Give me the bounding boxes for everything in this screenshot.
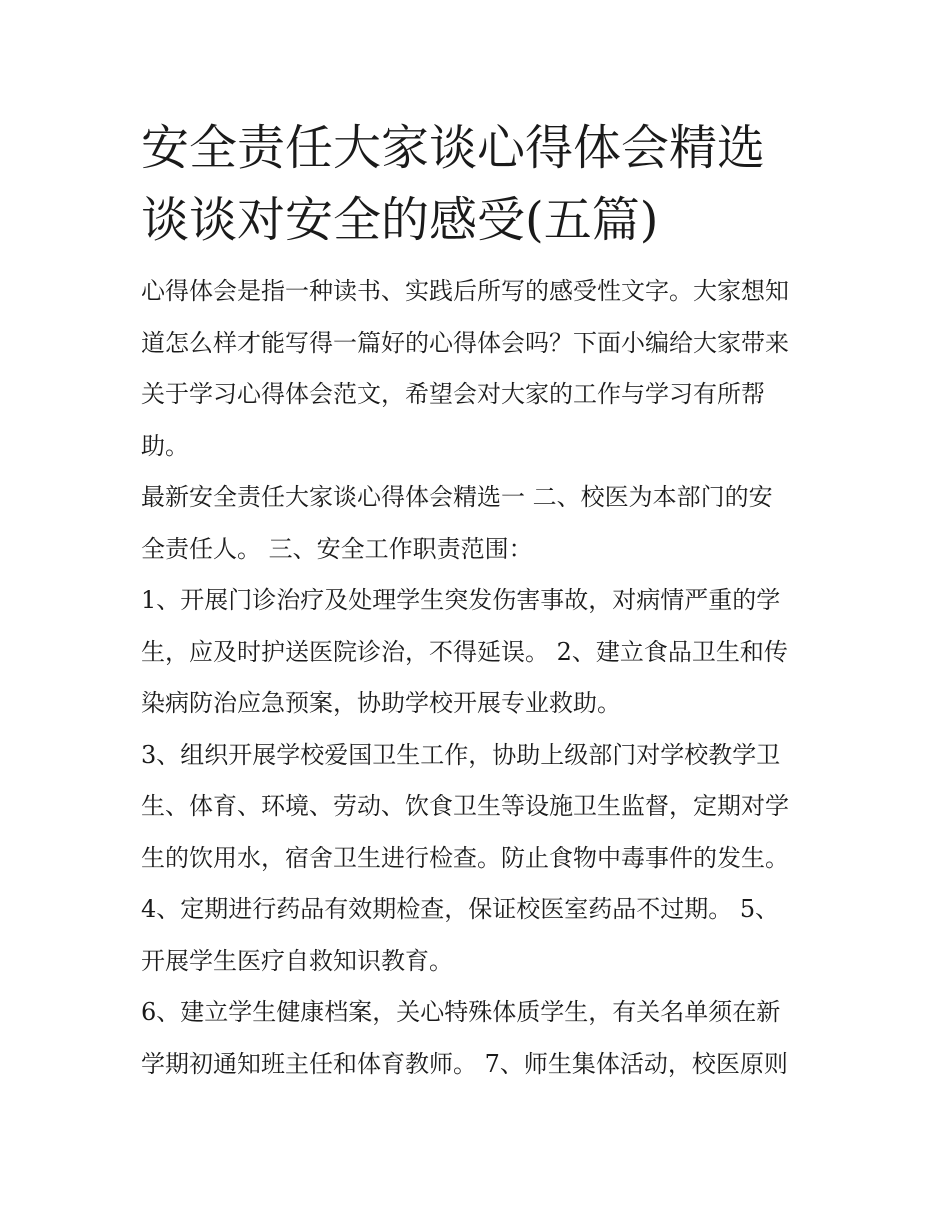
text-line: 开展学生医疗自救知识教育。: [141, 946, 453, 975]
text-line: 道怎么样才能写得一篇好的心得体会吗？下面小编给大家带来: [141, 328, 789, 357]
paragraph-section-one: [141, 472, 813, 575]
text-line: 6、建立学生健康档案，关心特殊体质学生，有关名单须在新: [141, 998, 781, 1026]
text-line: 心得体会是指一种读书、实践后所写的感受性文字。大家想知: [141, 277, 789, 305]
text-line: 4、定期进行药品有效期检查，保证校医室药品不过期。 5、: [141, 895, 780, 923]
document-title: [141, 112, 813, 256]
text-line: 关于学习心得体会范文，希望会对大家的工作与学习有所帮: [141, 380, 765, 408]
text-line: 生、体育、环境、劳动、饮食卫生等设施卫生监督，定期对学: [141, 792, 789, 820]
text-line: 最新安全责任大家谈心得体会精选一 二、校医为本部门的安: [141, 483, 773, 511]
paragraph-item-6-7: [141, 987, 813, 1090]
paragraph-item-4-5: [141, 884, 813, 987]
document-body: [141, 266, 813, 1090]
title-line: 安全责任大家谈心得体会精选: [141, 120, 766, 176]
text-line: 1、开展门诊治疗及处理学生突发伤害事故，对病情严重的学: [141, 586, 781, 614]
paragraph-item-1-2: [141, 575, 813, 730]
text-line: 生的饮用水，宿舍卫生进行检查。防止食物中毒事件的发生。: [141, 843, 789, 872]
text-line: 学期初通知班主任和体育教师。 7、师生集体活动，校医原则: [141, 1049, 788, 1078]
text-line: 3、组织开展学校爱国卫生工作，协助上级部门对学校教学卫: [141, 740, 781, 769]
text-line: 助。: [141, 431, 189, 460]
document-content: [141, 112, 813, 1090]
title-line: 谈谈对安全的感受(五篇): [141, 192, 659, 248]
text-line: 全责任人。 三、安全工作职责范围：: [141, 534, 533, 563]
text-line: 生，应及时护送医院诊治，不得延误。 2、建立食品卫生和传: [141, 637, 788, 666]
paragraph-item-3: [141, 730, 813, 885]
text-line: 染病防治应急预案，协助学校开展专业救助。: [141, 689, 621, 717]
paragraph-intro: [141, 266, 813, 472]
